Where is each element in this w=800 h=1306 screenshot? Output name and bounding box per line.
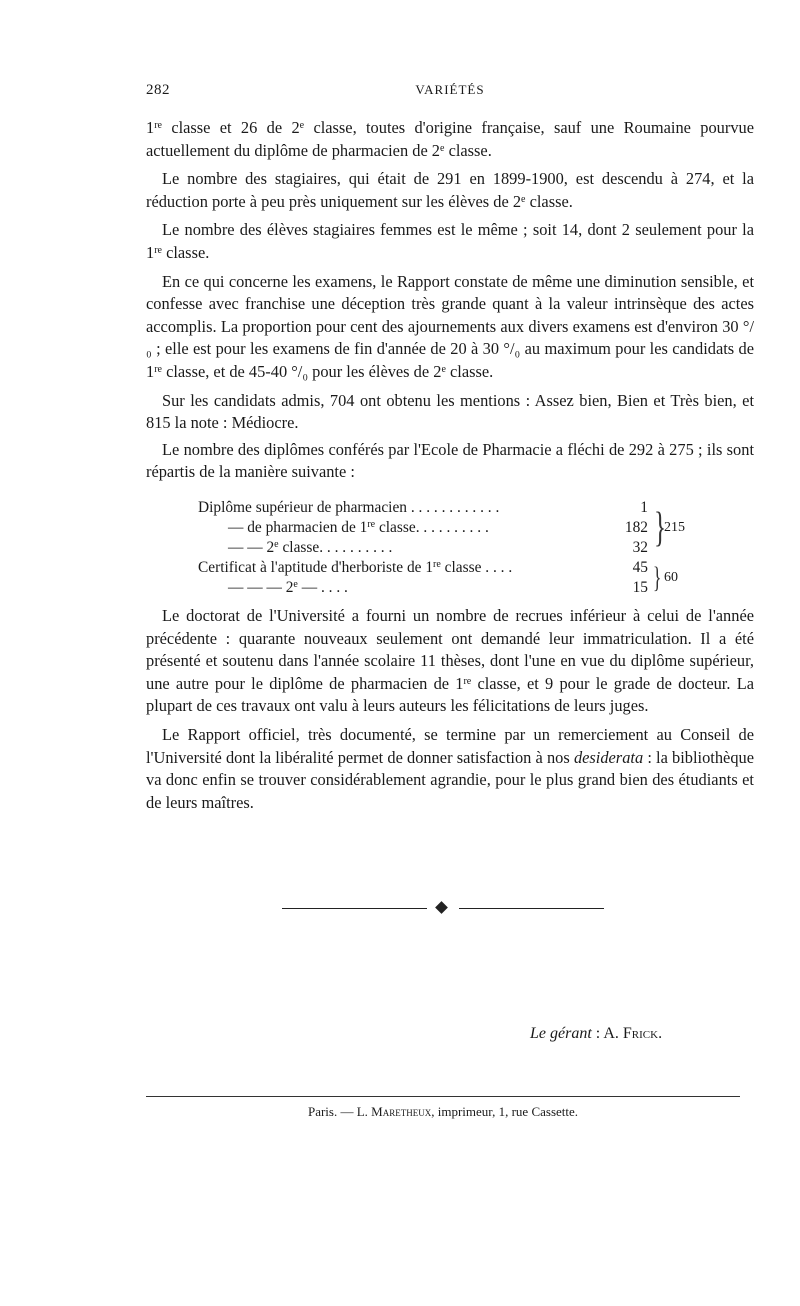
table-row-label: — de pharmacien de 1re classe. . . . . . . . . . <box>228 519 489 536</box>
table-row-label: — — 2e classe. . . . . . . . . . <box>228 539 393 556</box>
paragraph-8: Le Rapport officiel, très documenté, se termine par un remerciement au Conseil de l'Université dont la libéralité permet de donner satisfaction à nos desiderata : la bibliothèque va donc enfin se trouver considérablement agrandie, pour le plus grand bien des étudiants et de leurs maîtres. <box>146 724 754 812</box>
table-row <box>198 578 718 598</box>
table-row <box>198 518 718 538</box>
separator-line-left <box>282 908 427 909</box>
signature: Le gérant : A. Frick. <box>530 1025 663 1042</box>
table-row-label: Diplôme supérieur de pharmacien . . . . . . . . . . . . <box>198 499 500 516</box>
paragraph-2: Le nombre des stagiaires, qui était de 291 en 1899-1900, est descendu à 274, et la réduction porte à peu près uniquement sur les élèves de 2e classe. <box>146 169 754 211</box>
table-row-value: 15 <box>632 579 648 596</box>
table-row-value: 1 <box>640 499 648 516</box>
table-row-label: — — — 2e — . . . . <box>228 579 348 596</box>
diamond-ornament-icon <box>435 901 448 914</box>
article-body-top <box>146 117 754 490</box>
brace-pharmacien: } <box>654 505 667 551</box>
printer-imprint: Paris. — L. Maretheux, imprimeur, 1, rue Cassette. <box>307 1104 579 1119</box>
brace-herboriste: } <box>652 561 662 594</box>
section-separator <box>282 901 604 915</box>
paragraph-3: Le nombre des élèves stagiaires femmes est le même ; soit 14, dont 2 seulement pour la 1re classe. <box>146 220 754 262</box>
table-row-value: 32 <box>632 539 648 556</box>
running-head: VARIÉTÉS <box>415 82 485 97</box>
page-header <box>146 82 754 102</box>
paragraph-1: 1re classe et 26 de 2e classe, toutes d'origine française, sauf une Roumaine pourvue actuellement du diplôme de pharmacien de 2e classe. <box>146 118 754 160</box>
table-row-value: 182 <box>624 519 648 536</box>
paragraph-7: Le doctorat de l'Université a fourni un nombre de recrues inférieur à celui de l'année précédente : quarante nouveaux seulement ont demandé leur immatriculation. Il a été présenté et soutenu dans l'année scolaire 11 thèses, dont l'une en vue du diplôme supérieur, une autre pour le diplôme de pharmacien de 1re classe, et 9 pour le grade de docteur. La plupart de ces travaux ont valu à leurs auteurs les félicitations de leurs juges. <box>146 606 754 716</box>
paragraph-6: Le nombre des diplômes conférés par l'Ecole de Pharmacie a fléchi de 292 à 275 ; ils sont répartis de la manière suivante : <box>146 439 754 482</box>
total-pharmacien: 215 <box>664 520 685 535</box>
table-row-value: 45 <box>632 559 648 576</box>
footer-rule <box>146 1096 740 1097</box>
paragraph-5: Sur les candidats admis, 704 ont obtenu les mentions : Assez bien, Bien et Très bien, et 815 la note : Médiocre. <box>146 390 754 433</box>
article-body-bottom <box>146 605 754 820</box>
table-row-label: Certificat à l'aptitude d'herboriste de 1re classe . . . . <box>198 559 513 576</box>
table-row <box>198 558 718 578</box>
page-number: 282 <box>146 82 170 98</box>
separator-line-right <box>459 908 604 909</box>
total-herboriste: 60 <box>664 570 678 585</box>
paragraph-4: En ce qui concerne les examens, le Rapport constate de même une diminution sensible, et confesse avec franchise une déception très grande quant à la valeur intrinsèque des actes accomplis. La proportion pour cent des ajournements aux divers examens est d'environ 30 °/₀ ; elle est pour les examens de fin d'année de 20 à 30 °/₀ au maximum pour les candidats de 1re classe, et de 45-40 °/₀ pour les élèves de 2e classe. <box>146 271 754 381</box>
diplomas-table <box>198 498 718 598</box>
table-row <box>198 498 718 518</box>
table-row <box>198 538 718 558</box>
